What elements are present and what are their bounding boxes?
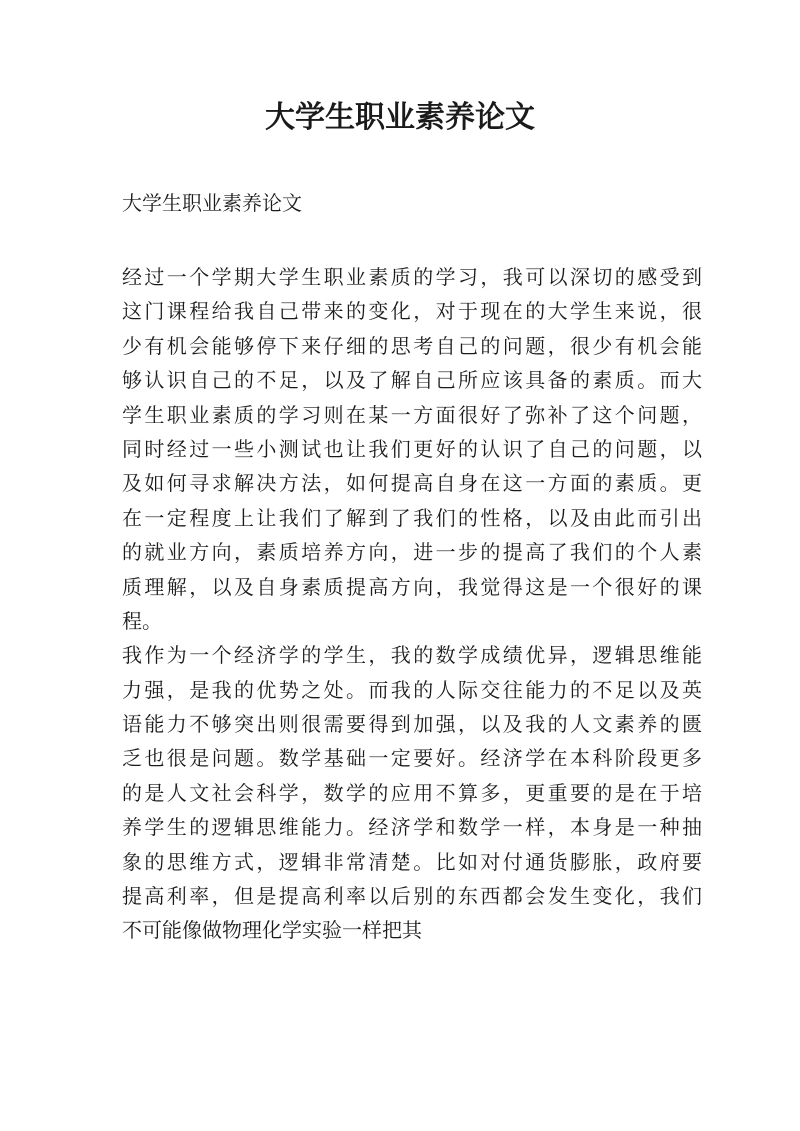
text-line: 的就业方向，素质培养方向，进一步的提高了我们的个人素 [122, 540, 702, 565]
text-line: 学生职业素质的学习则在某一方面很好了弥补了这个问题， [122, 402, 702, 427]
text-line: 的是人文社会科学，数学的应用不算多，更重要的是在于培 [122, 780, 702, 805]
document-subtitle: 大学生职业素养论文 [122, 191, 302, 215]
paragraph-1 [122, 260, 702, 638]
text-line: 同时经过一些小测试也让我们更好的认识了自己的问题，以 [122, 436, 702, 461]
paragraph-2 [122, 638, 702, 948]
text-line: 乏也很是问题。数学基础一定要好。经济学在本科阶段更多 [122, 746, 702, 771]
text-line: 经过一个学期大学生职业素质的学习，我可以深切的感受到 [122, 265, 702, 289]
text-line: 养学生的逻辑思维能力。经济学和数学一样，本身是一种抽 [122, 815, 702, 840]
text-line: 程。 [122, 608, 162, 633]
text-line: 我作为一个经济学的学生，我的数学成绩优异，逻辑思维能 [122, 643, 702, 668]
document-body [122, 260, 702, 948]
text-line: 少有机会能够停下来仔细的思考自己的问题，很少有机会能 [122, 333, 702, 358]
text-line: 象的思维方式，逻辑非常清楚。比如对付通货膨胀，政府要 [122, 849, 702, 874]
text-line: 不可能像做物理化学实验一样把其 [122, 918, 422, 943]
text-line: 在一定程度上让我们了解到了我们的性格，以及由此而引出 [122, 505, 702, 530]
text-line: 力强，是我的优势之处。而我的人际交往能力的不足以及英 [122, 677, 702, 702]
text-line: 这门课程给我自己带来的变化，对于现在的大学生来说，很 [122, 299, 702, 324]
page-title: 大学生职业素养论文 [265, 100, 535, 135]
text-line: 提高利率，但是提高利率以后别的东西都会发生变化，我们 [122, 884, 702, 909]
text-line: 及如何寻求解决方法，如何提高自身在这一方面的素质。更 [122, 471, 702, 496]
text-line: 语能力不够突出则很需要得到加强，以及我的人文素养的匮 [122, 712, 702, 737]
text-line: 够认识自己的不足，以及了解自己所应该具备的素质。而大 [122, 368, 702, 393]
text-line: 质理解，以及自身素质提高方向，我觉得这是一个很好的课 [122, 574, 702, 599]
